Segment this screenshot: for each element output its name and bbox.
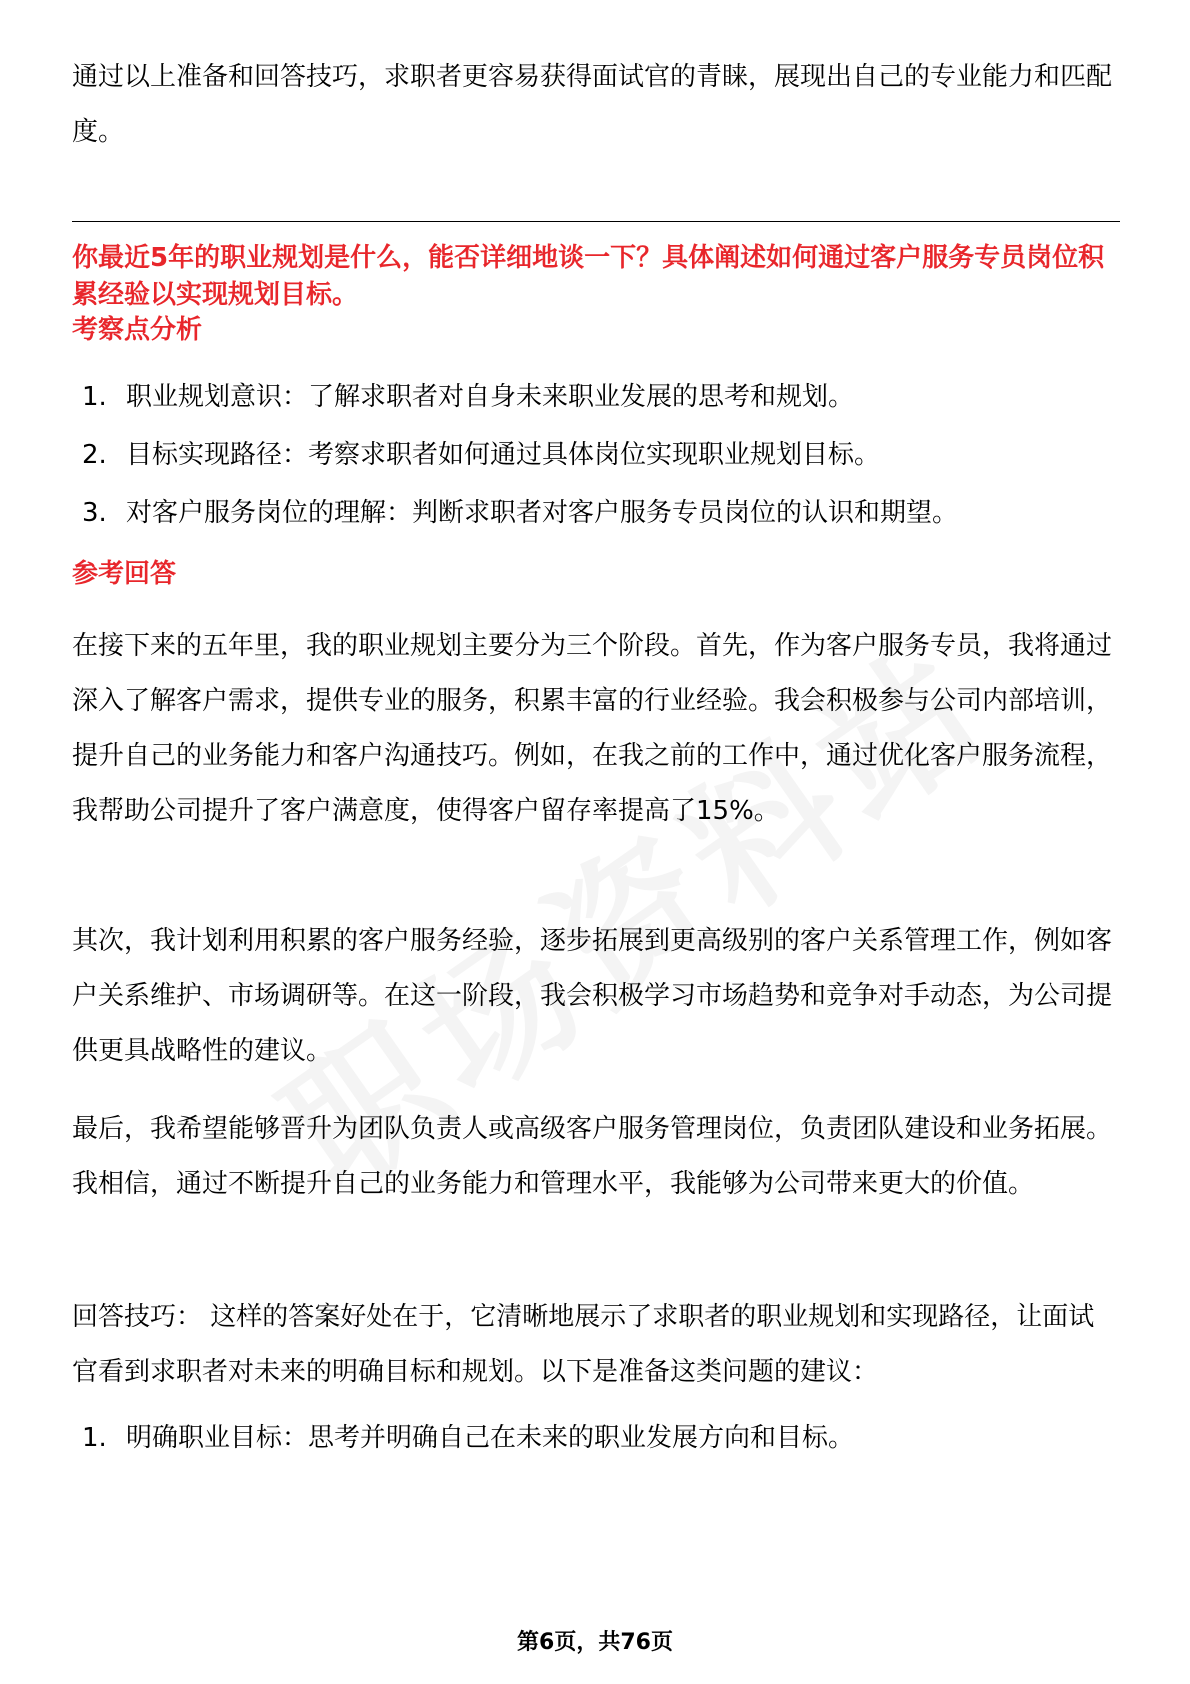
page-number: 第6页，共76页 (517, 1630, 673, 1655)
answer-paragraph-1: 在接下来的五年里，我的职业规划主要分为三个阶段。首先，作为客户服务专员，我将通过深入了解客户需求，提供专业的服务，积累丰富的行业经验。我会积极参与公司内部培训，提升自己的业务能力和客户沟通技巧。例如，在我之前的工作中，通过优化客户服务流程，我帮助公司提升了客户满意度，使得客户留存率提高了15%。 (72, 631, 1113, 826)
list-item: 3. 对客户服务岗位的理解：判断求职者对客户服务专员岗位的认识和期望。 (82, 498, 959, 528)
section-divider (72, 221, 1120, 222)
answer-paragraph-3: 最后，我希望能够晋升为团队负责人或高级客户服务管理岗位，负责团队建设和业务拓展。我相信，通过不断提升自己的业务能力和管理水平，我能够为公司带来更大的价值。 (72, 1114, 1113, 1199)
list-item: 1. 明确职业目标：思考并明确自己在未来的职业发展方向和目标。 (82, 1423, 855, 1453)
analysis-list (82, 377, 1120, 551)
analysis-title: 考察点分析 (72, 315, 203, 345)
tips-list (82, 1418, 1120, 1476)
intro-paragraph: 通过以上准备和回答技巧，求职者更容易获得面试官的青睐，展现出自己的专业能力和匹配度。 (72, 62, 1113, 147)
tips-paragraph: 回答技巧： 这样的答案好处在于，它清晰地展示了求职者的职业规划和实现路径，让面试官看到求职者对未来的明确目标和规划。以下是准备这类问题的建议： (72, 1302, 1095, 1387)
answer-paragraph-2: 其次，我计划利用积累的客户服务经验，逐步拓展到更高级别的客户关系管理工作，例如客户关系维护、市场调研等。在这一阶段，我会积极学习市场趋势和竞争对手动态，为公司提供更具战略性的建议。 (72, 926, 1113, 1066)
question-heading: 你最近5年的职业规划是什么，能否详细地谈一下？具体阐述如何通过客户服务专员岗位积累经验以实现规划目标。 (72, 243, 1105, 310)
list-item: 2. 目标实现路径：考察求职者如何通过具体岗位实现职业规划目标。 (82, 440, 881, 470)
list-item: 1. 职业规划意识：了解求职者对自身未来职业发展的思考和规划。 (82, 382, 855, 412)
reference-title: 参考回答 (72, 559, 177, 589)
